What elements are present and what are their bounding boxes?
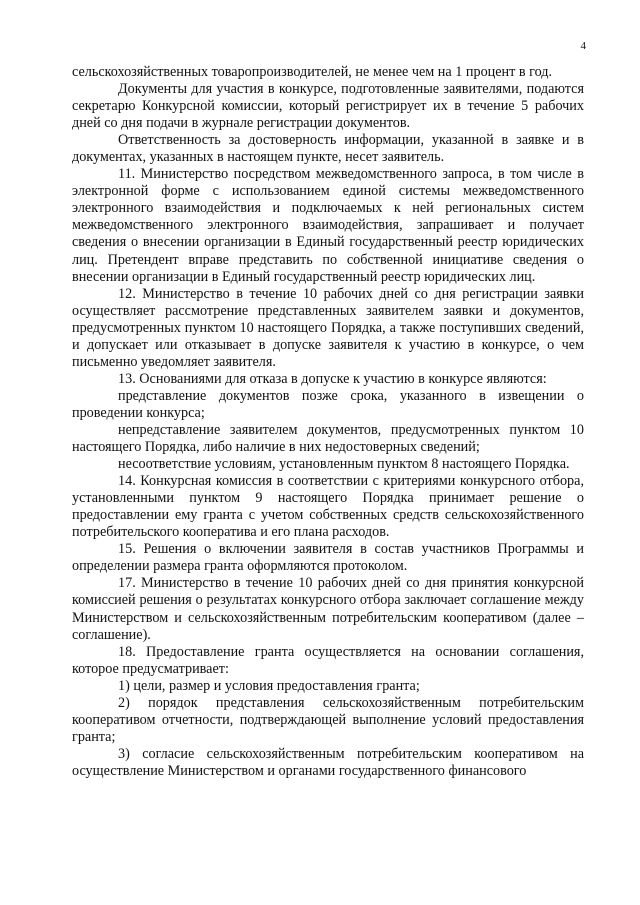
paragraph: 13. Основаниями для отказа в допуске к участию в конкурсе являются: <box>118 370 547 387</box>
paragraph: 17. Министерство в течение 10 рабочих дней со дня принятия конкурсной комиссией решения о результатах конкурсного отбора заключает соглашение между Министерством и сельскохозяйственным потребительским кооперативом (далее – соглашение). <box>72 575 584 643</box>
paragraph: 12. Министерство в течение 10 рабочих дней со дня регистрации заявки осуществляет рассмотрение представленных заявителем заявки и документов, предусмотренных пунктом 10 настоящего Порядка, а также поступивших сведений, и допускает или отказывает в допуске заявителя к участию в конкурсе, о чем письменно уведомляет заявителя. <box>72 285 584 370</box>
paragraph: Документы для участия в конкурсе, подготовленные заявителями, подаются секретарю Конкурсной комиссии, который регистрирует их в течение 5 рабочих дней со дня подачи в журнале регистрации документов. <box>72 81 584 132</box>
paragraph: 11. Министерство посредством межведомственного запроса, в том числе в электронной форме с использованием единой системы межведомственного электронного взаимодействия и подключаемых к ней региональных систем межведомственного электронного взаимодействия, запрашивает и получает сведения о внесении организации в Единый государственный реестр юридических лиц. Претендент вправе представить по собственной инициативе сведения о внесении организации в Единый государственный реестр юридических лиц. <box>72 166 584 285</box>
paragraph: Ответственность за достоверность информации, указанной в заявке и в документах, указанных в настоящем пункте, несет заявитель. <box>72 132 584 166</box>
paragraph: непредставление заявителем документов, предусмотренных пунктом 10 настоящего Порядка, либо наличие в них недостоверных сведений; <box>72 421 584 456</box>
paragraph: 15. Решения о включении заявителя в состав участников Программы и определении размера гранта оформляются протоколом. <box>72 541 584 575</box>
paragraph: 14. Конкурсная комиссия в соответствии с критериями конкурсного отбора, установленными пунктом 9 настоящего Порядка принимает решение о предоставлении ему гранта с учетом собственных средств сельскохозяйственного потребительского кооператива и его плана расходов. <box>72 473 584 541</box>
paragraph: 18. Предоставление гранта осуществляется на основании соглашения, которое предусматривает: <box>72 643 584 677</box>
paragraph: представление документов позже срока, указанного в извещении о проведении конкурса; <box>72 387 584 421</box>
paragraph: несоответствие условиям, установленным пунктом 8 настоящего Порядка. <box>118 456 570 473</box>
paragraph: сельскохозяйственных товаропроизводителей, не менее чем на 1 процент в год. <box>72 64 553 80</box>
paragraph: 2) порядок представления сельскохозяйственным потребительским кооперативом отчетности, подтверждающей выполнение условий предоставления гранта; <box>72 694 584 745</box>
document-body <box>72 64 584 780</box>
paragraph: 3) согласие сельскохозяйственным потребительским кооперативом на осуществление Министерством и органами государственного финансового <box>72 745 584 779</box>
page-number: 4 <box>580 40 586 52</box>
paragraph: 1) цели, размер и условия предоставления гранта; <box>118 677 420 694</box>
